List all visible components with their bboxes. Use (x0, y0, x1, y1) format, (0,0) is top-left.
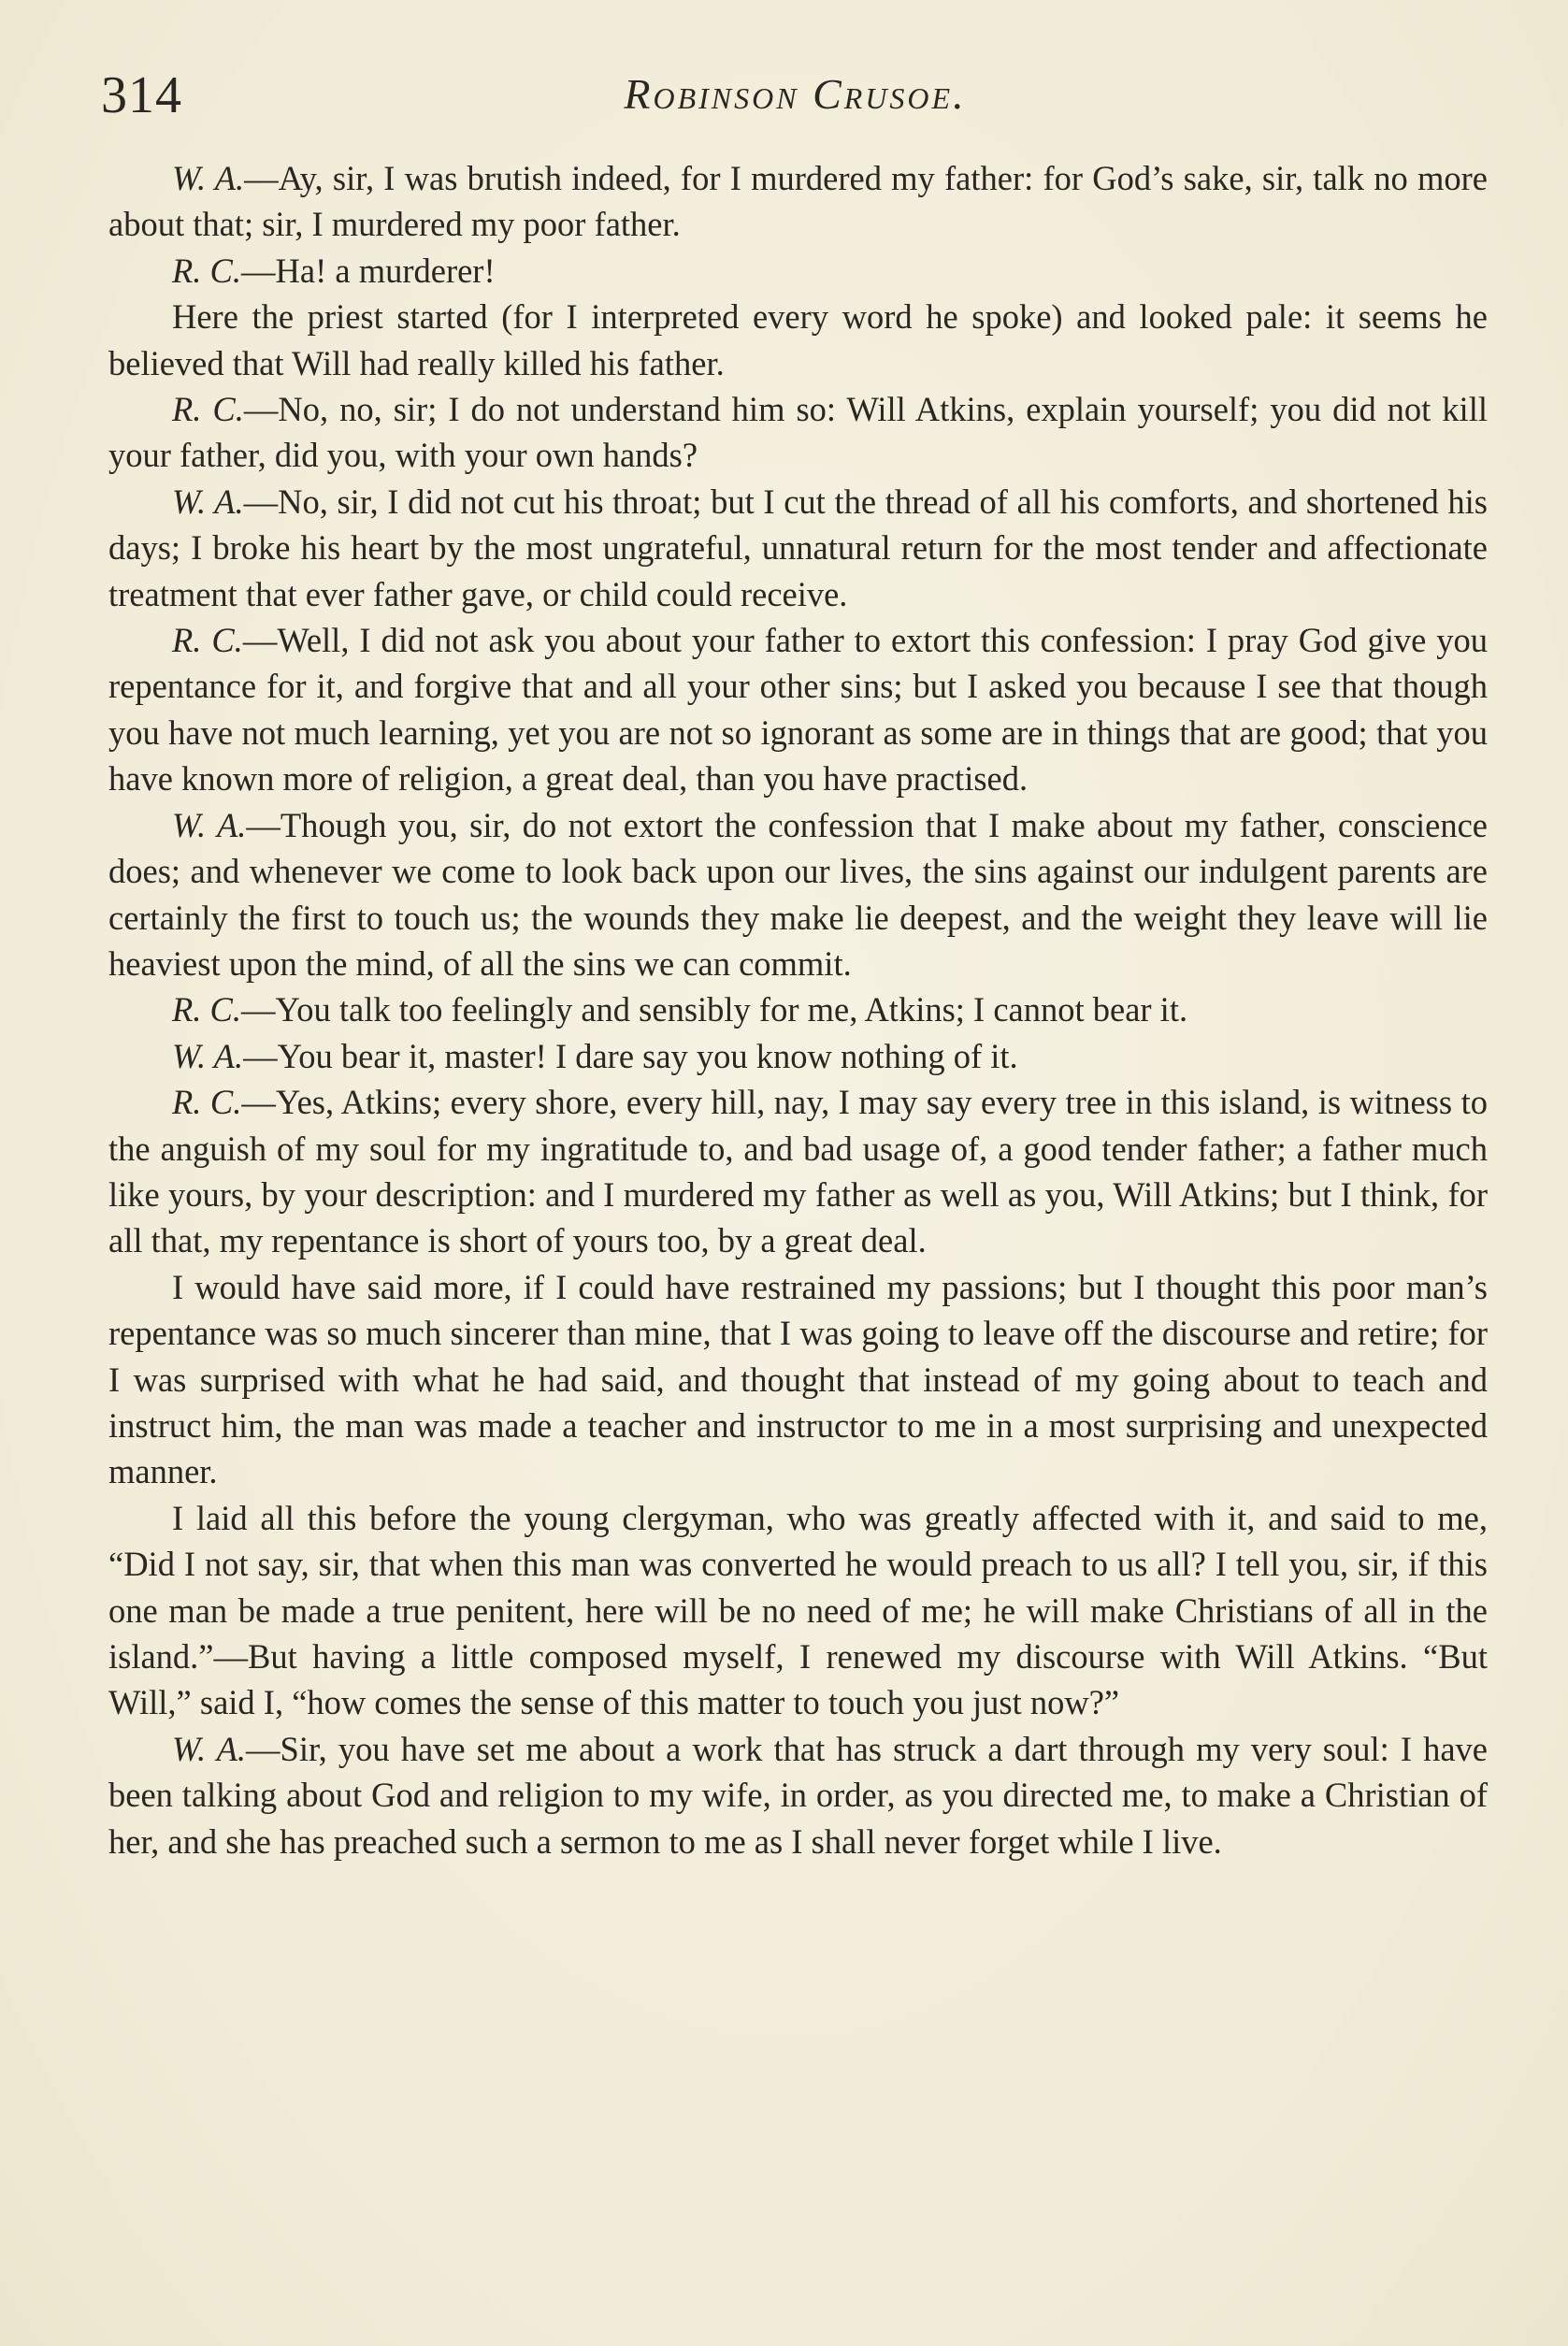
paragraph-text: —Sir, you have set me about a work that has struck a dart through my very soul: I have been talking about God and religion to my wife, in order, as you directed me, to make a Christian of her, and she has preached such a sermon to me as I shall never forget while I live. (108, 1729, 1488, 1861)
speaker-label: R. C. (172, 1083, 242, 1122)
speaker-label: W. A. (172, 1729, 247, 1768)
paragraph-7 (108, 802, 1488, 987)
speaker-label: W. A. (172, 1036, 244, 1075)
paragraph-text: Here the priest started (for I interpreted every word he spoke) and looked pale: it seems he believed that Will had really killed his father. (108, 297, 1488, 382)
speaker-label: W. A. (172, 482, 244, 521)
page-number: 314 (101, 66, 182, 124)
paragraph-text: —No, no, sir; I do not understand him so: Will Atkins, explain yourself; you did not kill your father, did you, with your own hands? (108, 390, 1488, 475)
paragraph-9 (108, 1033, 1488, 1079)
paragraph-text: —No, sir, I did not cut his throat; but I cut the thread of all his comforts, and shortened his days; I broke his heart by the most ungrateful, unnatural return for the most tender and affectionate treatment that ever father gave, or child could receive. (108, 482, 1488, 613)
paragraph-1 (108, 155, 1488, 248)
body-text (108, 155, 1488, 1864)
paragraph-text: —You bear it, master! I dare say you know nothing of it. (243, 1036, 1018, 1075)
paragraph-5 (108, 479, 1488, 617)
paragraph-11 (108, 1264, 1488, 1495)
paragraph-6 (108, 617, 1488, 802)
book-title: Robinson Crusoe. (624, 70, 967, 118)
paragraph-10 (108, 1079, 1488, 1264)
paragraph-2 (108, 248, 1488, 294)
speaker-label: R. C. (172, 390, 244, 429)
speaker-label: R. C. (172, 251, 242, 290)
paragraph-text: —Well, I did not ask you about your father to extort this confession: I pray God give you repentance for it, and forgive that and all your other sins; but I asked you because I see that though you have not much learning, yet you are not so ignorant as some are in things that are good; that you have known more of religion, a great deal, than you have practised. (108, 621, 1488, 799)
paragraph-3 (108, 294, 1488, 386)
paragraph-12 (108, 1495, 1488, 1726)
paragraph-text: —Though you, sir, do not extort the confession that I make about my father, conscience does; and whenever we come to look back upon our lives, the sins against our indulgent parents are certainly the first to touch us; the wounds they make lie deepest, and the weight they leave will lie heaviest upon the mind, of all the sins we can commit. (108, 805, 1488, 983)
paragraph-text: —You talk too feelingly and sensibly for me, Atkins; I cannot bear it. (241, 990, 1188, 1029)
speaker-label: R. C. (172, 621, 243, 660)
paragraph-text: —Ha! a murderer! (241, 251, 496, 290)
paragraph-text: —Yes, Atkins; every shore, every hill, nay, I may say every tree in this island, is witness to the anguish of my soul for my ingratitude to, and bad usage of, a good tender father; a father much like yours, by your description: and I murdered my father as well as you, Will Atkins; but I think, for all that, my repentance is short of yours too, by a great deal. (108, 1083, 1488, 1260)
paragraph-text: I would have said more, if I could have restrained my passions; but I thought this poor man’s repentance was so much sincerer than mine, that I was going to leave off the discourse and retire; for I was surprised with what he had said, and thought that instead of my going about to teach and instruct him, the man was made a teacher and instructor to me in a most surprising and unexpected manner. (108, 1267, 1488, 1491)
paragraph-13 (108, 1726, 1488, 1864)
paragraph-4 (108, 386, 1488, 479)
paragraph-text: —Ay, sir, I was brutish indeed, for I murdered my father: for God’s sake, sir, talk no more about that; sir, I murdered my poor father. (108, 159, 1488, 244)
paragraph-text: I laid all this before the young clergyman, who was greatly affected with it, and said to me, “Did I not say, sir, that when this man was converted he would preach to us all? I tell you, sir, if this one man be made a true penitent, here will be no need of me; he will make Christians of all in the island.”—But having a little composed myself, I renewed my discourse with Will Atkins. “But Will,” said I, “how comes the sense of this matter to touch you just now?” (108, 1498, 1488, 1722)
speaker-label: R. C. (172, 990, 242, 1029)
paragraph-8 (108, 986, 1488, 1032)
speaker-label: W. A. (172, 159, 245, 197)
speaker-label: W. A. (172, 805, 247, 844)
running-head (101, 60, 1489, 135)
